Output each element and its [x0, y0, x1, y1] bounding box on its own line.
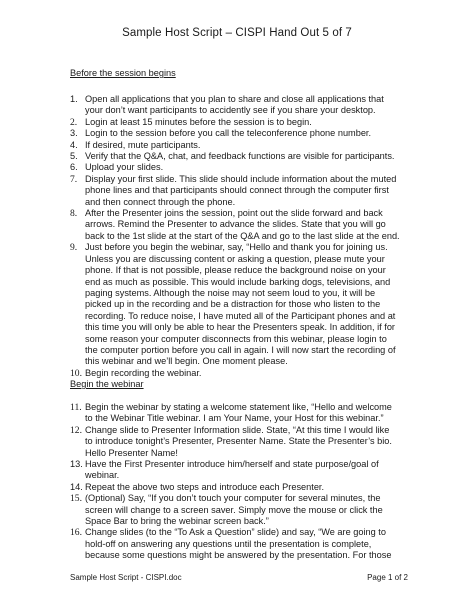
list-item-number: 12.: [70, 424, 82, 436]
list-item-text: Begin the webinar by stating a welcome statement like, “Hello and welcome to the Webinar Title webinar. I am Your Name, your Host for this webinar.”: [85, 402, 392, 424]
list-item-number: 3.: [70, 128, 78, 139]
footer-page-number: Page 1 of 2: [367, 573, 408, 582]
footer-filename: Sample Host Script - CISPI.doc: [70, 573, 182, 582]
list-item: [70, 128, 410, 139]
list-item-text: Verify that the Q&A, chat, and feedback functions are visible for participants.: [85, 151, 395, 162]
list-item: [70, 94, 410, 117]
begin-webinar-list: [70, 402, 410, 562]
list-item-text: Just before you begin the webinar, say, “Hello and thank you for joining us. Unless you are discussing content or asking a question, please mute your phone. If that is not possible, please reduce the background noise on your end as much as possible. This would include barking dogs, televisions, and paging systems. Although the noise may not seem loud to you, it will be picked up in the recording and be a distraction for those who listen to the recording. To reduce noise, I have muted all of the Participant phones and at this time you will only be able to hear the Presenters speak. In addition, if for some reason your computer disconnects from this webinar, please login to the computer portion before you call in again. I will now start the recording of this webinar and we’ll begin. One moment please.: [85, 242, 396, 367]
list-item-number: 9.: [70, 242, 78, 254]
list-item-number: 14.: [70, 481, 83, 492]
list-item-number: 8.: [70, 208, 78, 220]
list-item-text: Repeat the above two steps and introduce each Presenter.: [85, 481, 325, 492]
list-item: [70, 459, 410, 482]
list-item-text: (Optional) Say, “If you don’t touch your computer for several minutes, the screen will change to a screen saver. Simply move the mouse or click the Space Bar to bring the webinar screen back.”: [85, 493, 383, 527]
list-item: [70, 368, 410, 379]
list-item-number: 16.: [70, 527, 82, 539]
list-item: [70, 162, 410, 173]
list-item-text: Upload your slides.: [85, 162, 164, 173]
list-item: [70, 493, 410, 527]
list-item-text: Change slides (to the “To Ask a Question” slide) and say, “We are going to hold-off on answering any questions until the presentation is complete, because some questions might be answered by the presentation. For those: [85, 527, 392, 561]
list-item: [70, 117, 410, 128]
list-item-number: 7.: [70, 173, 78, 185]
section-heading-begin-webinar: Begin the webinar: [70, 379, 144, 389]
section-heading-before-session: Before the session begins: [70, 68, 176, 78]
list-item: [70, 208, 410, 242]
list-item-number: 15.: [70, 493, 82, 505]
list-item-text: Display your first slide. This slide should include information about the muted phone lines and that participants should connect through the computer first and then connect through the phone.: [85, 173, 397, 207]
list-item-number: 6.: [70, 162, 78, 173]
list-item: [70, 527, 410, 561]
list-item: [70, 482, 410, 493]
list-item-number: 5.: [70, 151, 78, 162]
list-item-number: 10.: [70, 367, 82, 379]
list-item-text: Open all applications that you plan to share and close all applications that your don’t want participants to accidently see if you share your desktop.: [85, 94, 384, 116]
list-item-text: Login at least 15 minutes before the session is to begin.: [85, 116, 312, 127]
list-item-number: 11.: [70, 402, 82, 413]
before-session-list: [70, 94, 410, 379]
list-item-text: Have the First Presenter introduce him/herself and state purpose/goal of webinar.: [85, 459, 379, 481]
list-item: [70, 140, 410, 151]
list-item-number: 1.: [70, 94, 78, 104]
list-item-number: 13.: [70, 459, 83, 470]
list-item-text: If desired, mute participants.: [85, 139, 201, 150]
list-item: [70, 174, 410, 208]
list-item: [70, 402, 410, 425]
list-item: [70, 425, 410, 459]
document-title: Sample Host Script – CISPI Hand Out 5 of 7: [122, 27, 352, 39]
list-item-text: Change slide to Presenter Information slide. State, “At this time I would like to introduce tonight’s Presenter, Presenter Name. State the Presenter’s bio. Hello Presenter Name!: [85, 424, 392, 458]
list-item-text: Login to the session before you call the teleconference phone number.: [85, 128, 372, 139]
list-item-text: Begin recording the webinar.: [85, 367, 202, 378]
list-item-number: 4.: [70, 139, 78, 150]
list-item: [70, 242, 410, 367]
list-item-text: After the Presenter joins the session, point out the slide forward and back arrows. Remind the Presenter to advance the slides. State that you will go back to the 1st slide at the start of the Q&A and go to the last slide at the end.: [85, 208, 400, 241]
list-item-number: 2.: [70, 116, 78, 128]
list-item: [70, 151, 410, 162]
